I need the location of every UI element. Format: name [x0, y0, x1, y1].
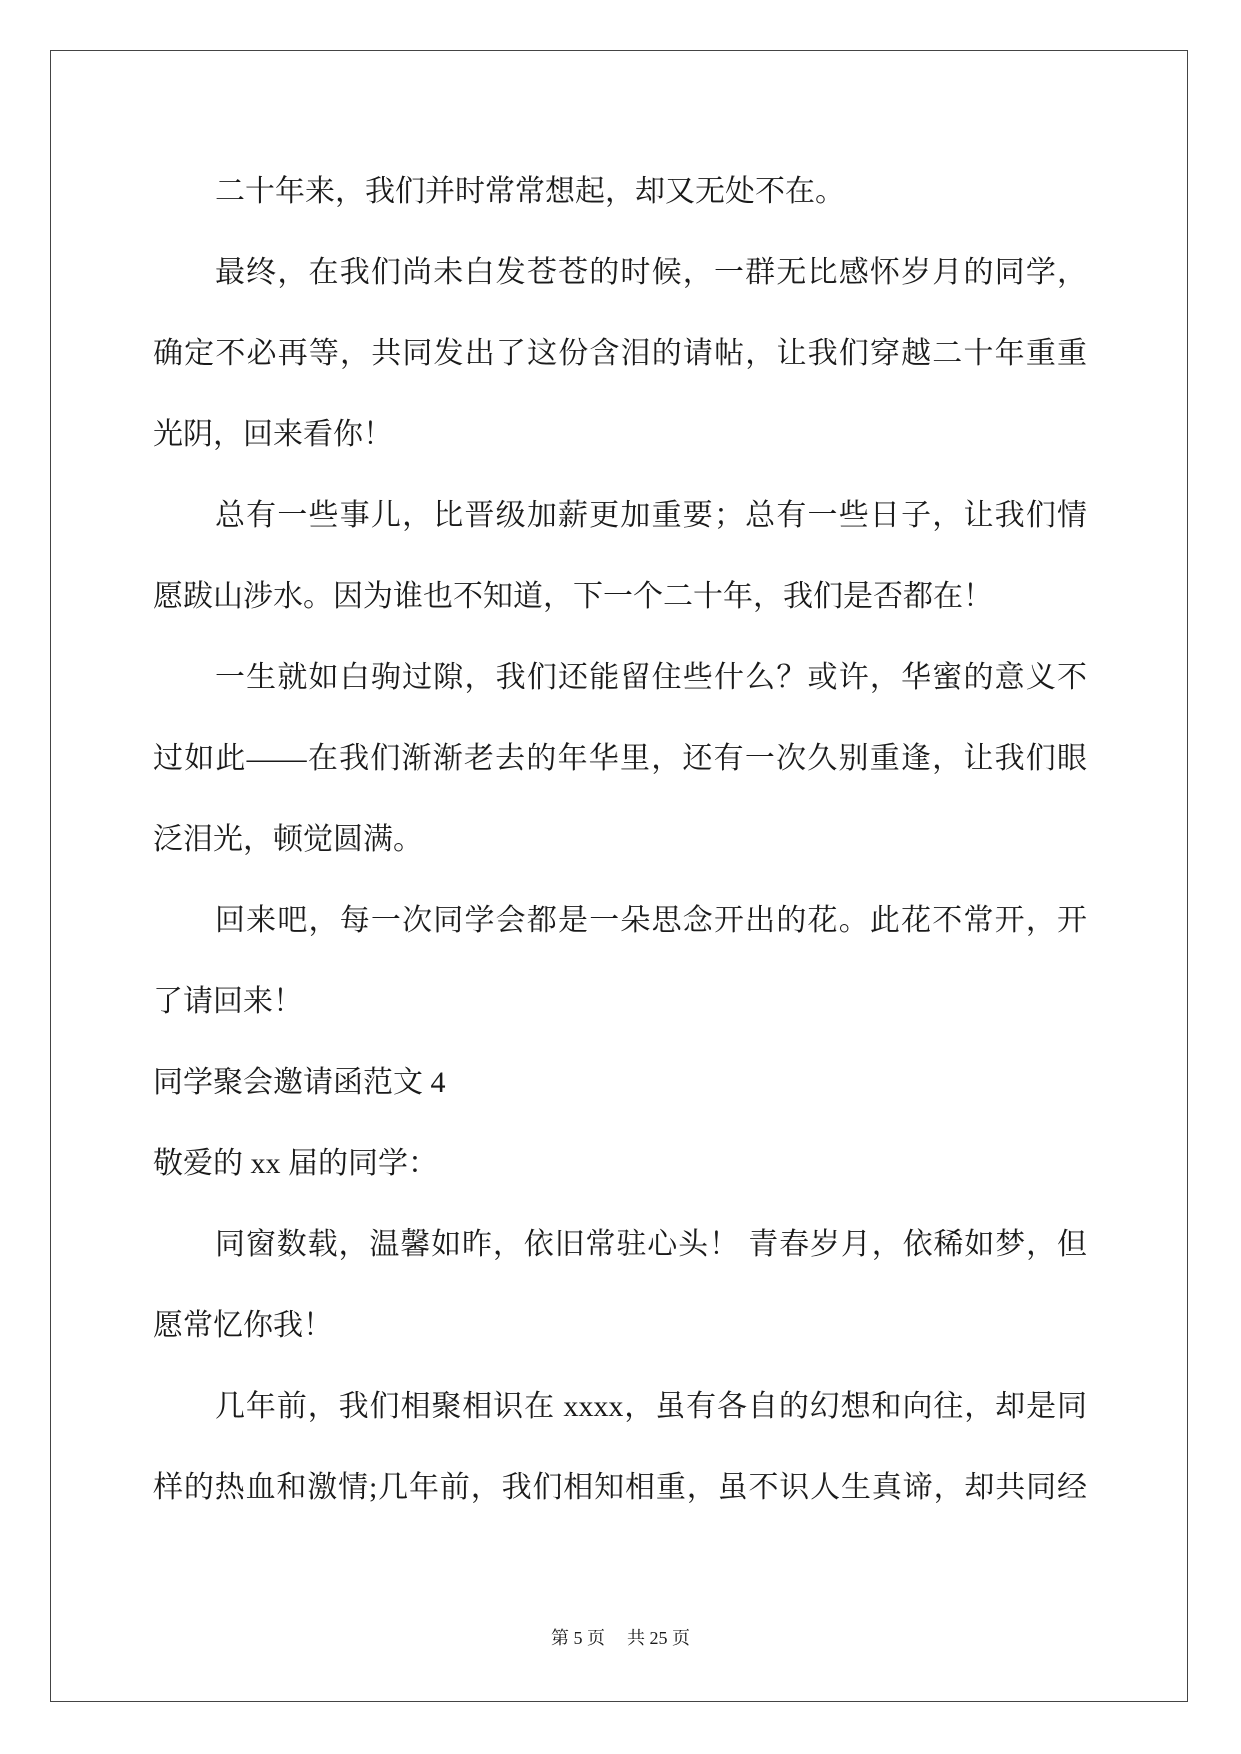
- document-body: [153, 151, 1087, 1528]
- paragraph: [153, 232, 1087, 475]
- text-line: 样的热血和激情;几年前，我们相知相重，虽不识人生真谛，却共同经: [153, 1471, 1087, 1504]
- paragraph: [153, 637, 1087, 880]
- page-number-current: 第 5 页: [551, 1628, 605, 1648]
- text-line: 二十年来，我们并时常常想起，却又无处不在。: [215, 175, 845, 208]
- text-line: 几年前，我们相聚相识在 xxxx，虽有各自的幻想和向往，却是同: [215, 1390, 1087, 1423]
- paragraph: [153, 1042, 1087, 1123]
- section-heading: 同学聚会邀请函范文 4: [153, 1066, 446, 1099]
- text-line: 一生就如白驹过隙，我们还能留住些什么？或许，华蜜的意义不: [215, 661, 1087, 694]
- page-footer: [0, 1626, 1241, 1650]
- text-line: 同窗数载，温馨如昨，依旧常驻心头！ 青春岁月，依稀如梦，但: [215, 1228, 1087, 1261]
- text-line: 光阴，回来看你！: [153, 418, 393, 451]
- page-number-total: 共 25 页: [627, 1628, 690, 1648]
- paragraph: [153, 880, 1087, 1042]
- salutation: 敬爱的 xx 届的同学：: [153, 1147, 438, 1180]
- text-line: 过如此——在我们渐渐老去的年华里，还有一次久别重逢，让我们眼: [153, 742, 1087, 775]
- paragraph: [153, 475, 1087, 637]
- text-line: 愿跋山涉水。因为谁也不知道，下一个二十年，我们是否都在！: [153, 580, 993, 613]
- text-line: 了请回来！: [153, 985, 303, 1018]
- text-line: 总有一些事儿，比晋级加薪更加重要；总有一些日子，让我们情: [215, 499, 1087, 532]
- paragraph: [153, 151, 1087, 232]
- text-line: 回来吧，每一次同学会都是一朵思念开出的花。此花不常开，开: [215, 904, 1087, 937]
- text-line: 最终，在我们尚未白发苍苍的时候，一群无比感怀岁月的同学，: [215, 256, 1087, 289]
- paragraph: [153, 1204, 1087, 1366]
- paragraph: [153, 1123, 1087, 1204]
- text-line: 愿常忆你我！: [153, 1309, 333, 1342]
- text-line: 确定不必再等，共同发出了这份含泪的请帖，让我们穿越二十年重重: [153, 337, 1087, 370]
- text-line: 泛泪光，顿觉圆满。: [153, 823, 423, 856]
- paragraph: [153, 1366, 1087, 1528]
